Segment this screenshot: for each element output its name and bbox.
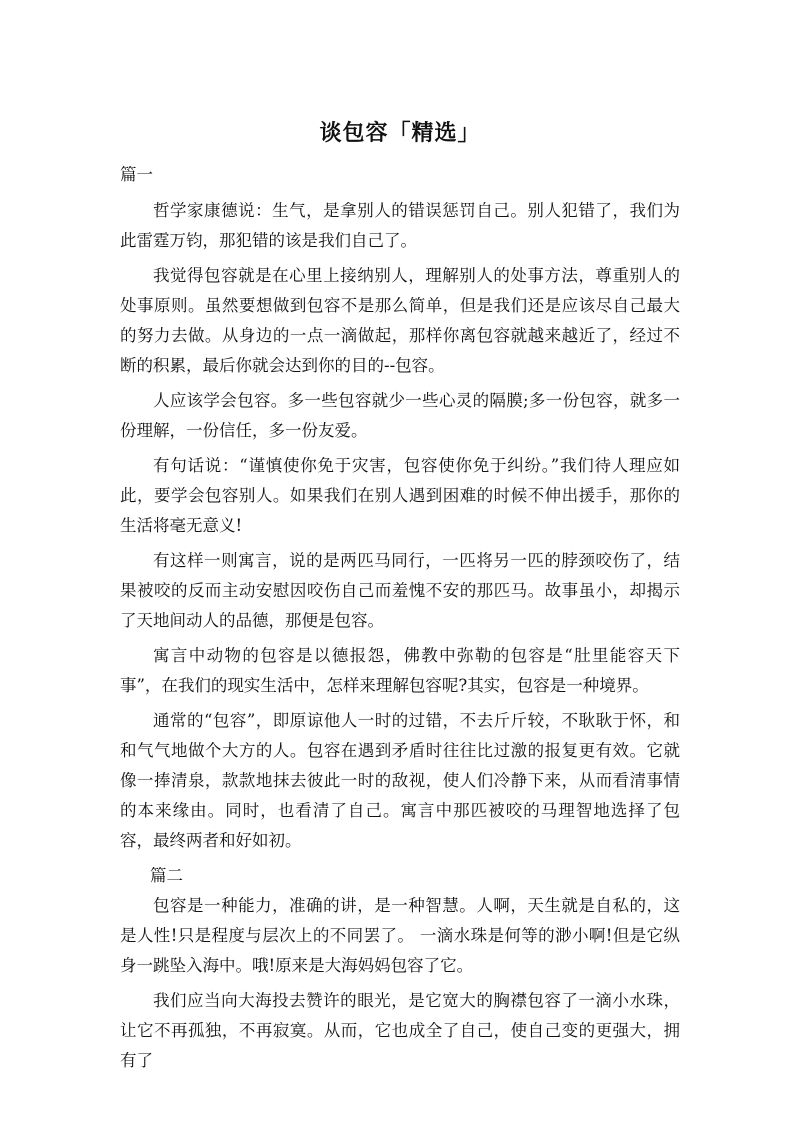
document-body [120, 160, 680, 1081]
paragraph: 我们应当向大海投去赞许的眼光，是它宽大的胸襟包容了一滴小水珠，让它不再孤独，不再寂寞。从而，它也成全了自己，使自己变的更强大，拥有了 [120, 991, 680, 1070]
paragraph: 哲学家康德说：生气，是拿别人的错误惩罚自己。别人犯错了，我们为此雷霆万钧，那犯错的该是我们自己了。 [120, 201, 680, 250]
paragraph: 寓言中动物的包容是以德报怨，佛教中弥勒的包容是“肚里能容天下事”，在我们的现实生活中，怎样来理解包容呢?其实，包容是一种境界。 [120, 646, 680, 695]
section-heading-1: 篇一 [120, 165, 153, 184]
paragraph: 我觉得包容就是在心里上接纳别人，理解别人的处事方法，尊重别人的处事原则。虽然要想做到包容不是那么简单，但是我们还是应该尽自己最大的努力去做。从身边的一点一滴做起，那样你离包容就越来越近了，经过不断的积累，最后你就会达到你的目的--包容。 [120, 266, 680, 375]
paragraph: 有句话说：“谨慎使你免于灾害，包容使你免于纠纷。”我们待人理应如此，要学会包容别人。如果我们在别人遇到困难的时候不伸出援手，那你的生活将毫无意义! [120, 456, 680, 535]
section-heading-2: 篇二 [150, 866, 183, 885]
paragraph: 有这样一则寓言，说的是两匹马同行，一匹将另一匹的脖颈咬伤了，结果被咬的反而主动安慰因咬伤自己而羞愧不安的那匹马。故事虽小，却揭示了天地间动人的品德，那便是包容。 [120, 551, 680, 630]
paragraph: 人应该学会包容。多一些包容就少一些心灵的隔膜;多一份包容，就多一份理解，一份信任，多一份友爱。 [120, 391, 680, 440]
paragraph: 包容是一种能力，准确的讲，是一种智慧。人啊，天生就是自私的，这是人性!只是程度与层次上的不同罢了。 一滴水珠是何等的渺小啊!但是它纵身一跳坠入海中。哦!原来是大海妈妈包容了它。 [120, 896, 680, 975]
paragraph: 通常的“包容”，即原谅他人一时的过错，不去斤斤较，不耿耿于怀，和和气气地做个大方的人。包容在遇到矛盾时往往比过激的报复更有效。它就像一捧清泉，款款地抹去彼此一时的敌视，使人们冷静下来，从而看清事情的本来缘由。同时，也看清了自己。寓言中那匹被咬的马理智地选择了包容，最终两者和好如初。 [120, 711, 680, 850]
document-title: 谈包容「精选」 [319, 121, 481, 146]
document-page [120, 0, 680, 1131]
